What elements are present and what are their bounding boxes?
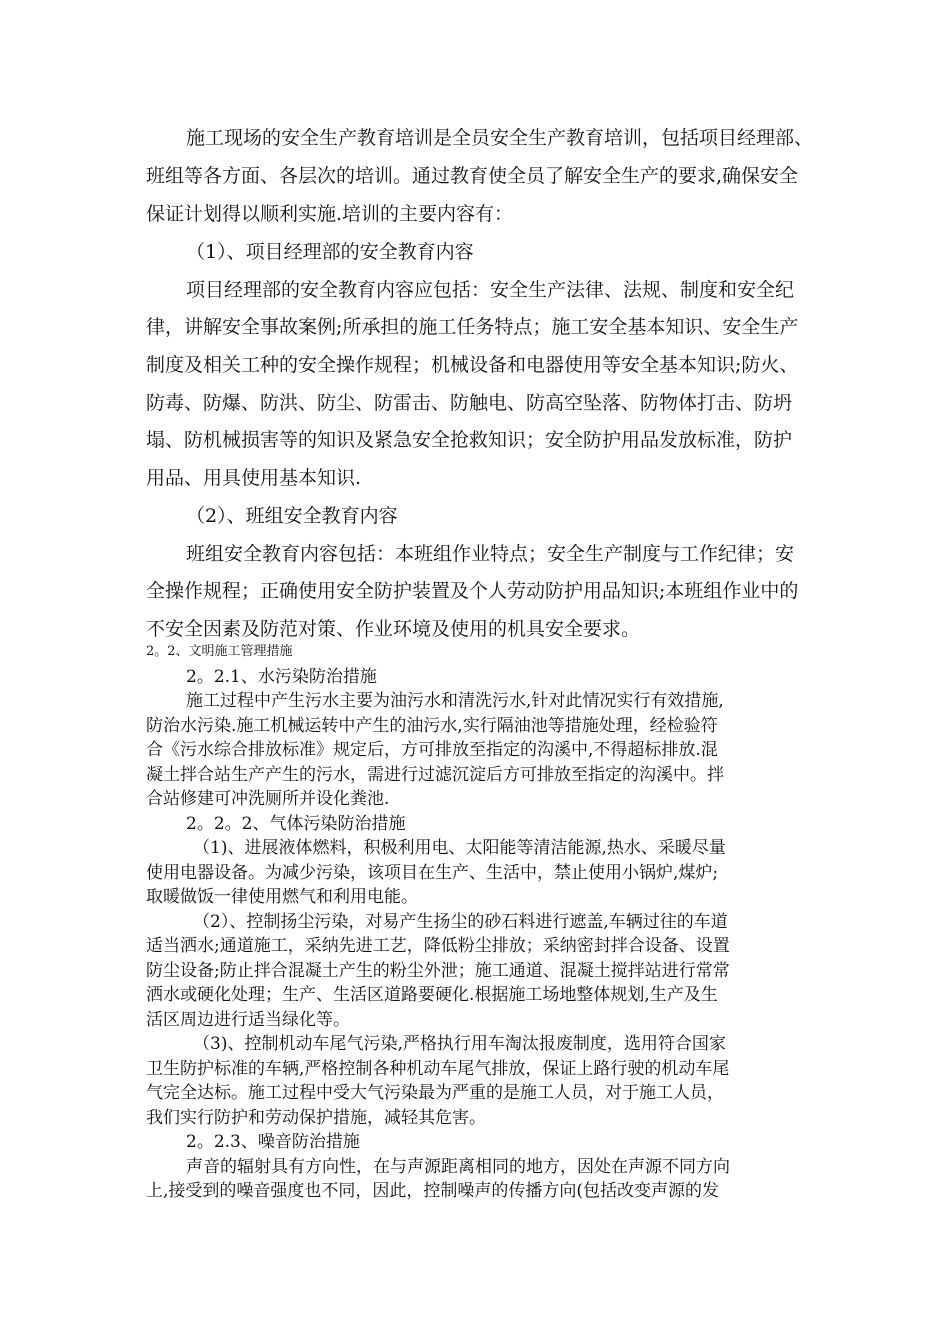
text-line: 气完全达标。施工过程中受大气污染最为严重的是施工人员，对于施工人员， xyxy=(146,1083,724,1103)
section-heading: （2）、班组安全教育内容 xyxy=(186,505,398,527)
text-line: 塌、防机械损害等的知识及紧急安全抢救知识；安全防护用品发放标准，防护 xyxy=(146,429,793,451)
text-line: （3)、控制机动车尾气污染,严格执行用车淘汰报废制度，选用符合国家 xyxy=(193,1034,726,1054)
text-line: 施工过程中产生污水主要为油污水和清洗污水,针对此情况实行有效措施, xyxy=(186,691,724,711)
text-line: 取暖做饭一律使用燃气和利用电能。 xyxy=(146,887,418,907)
text-line: 全操作规程；正确使用安全防护装置及个人劳动防护用品知识;本班组作业中的 xyxy=(146,580,799,602)
section-heading: 2。2、文明施工管理措施 xyxy=(146,644,293,659)
text-line: 用品、用具使用基本知识. xyxy=(146,467,362,489)
text-line: 凝土拌合站生产产生的污水，需进行过滤沉淀后方可排放至指定的沟溪中。拌 xyxy=(146,765,724,785)
text-line: 活区周边进行适当绿化等。 xyxy=(146,1010,350,1030)
text-line: 不安全因素及防范对策、作业环境及使用的机具安全要求。 xyxy=(146,618,641,640)
text-line: 合《污水综合排放标准》规定后，方可排放至指定的沟溪中,不得超标排放.混 xyxy=(146,740,718,760)
text-line: 制度及相关工种的安全操作规程；机械设备和电器使用等安全基本知识;防火、 xyxy=(146,354,799,376)
text-line: 合站修建可冲洗厕所并设化粪池. xyxy=(146,789,390,809)
text-line: 项目经理部的安全教育内容应包括：安全生产法律、法规、制度和安全纪 xyxy=(186,279,795,301)
text-line: 适当洒水;通道施工，采纳先进工艺，降低粉尘排放；采纳密封拌合设备、设置 xyxy=(146,936,730,956)
text-line: 班组安全教育内容包括：本班组作业特点；安全生产制度与工作纪律；安 xyxy=(186,543,795,565)
text-line: 保证计划得以顺利实施.培训的主要内容有： xyxy=(146,203,514,225)
text-line: 卫生防护标准的车辆,严格控制各种机动车尾气排放，保证上路行驶的机动车尾 xyxy=(146,1059,730,1079)
subsection-heading: 2。2.1、水污染防治措施 xyxy=(186,667,377,687)
text-line: 律，讲解安全事故案例;所承担的施工任务特点；施工安全基本知识、安全生产 xyxy=(146,316,799,338)
text-line: 防尘设备;防止拌合混凝土产生的粉尘外泄；施工通道、混凝土搅拌站进行常常 xyxy=(146,961,730,981)
text-line: 上,接受到的噪音强度也不同，因此，控制噪声的传播方向(包括改变声源的发 xyxy=(146,1181,720,1201)
text-line: 我们实行防护和劳动保护措施，减轻其危害。 xyxy=(146,1108,486,1128)
text-line: （1)、进展液体燃料，积极利用电、太阳能等清洁能源,热水、采暖尽量 xyxy=(193,838,726,858)
text-line: 防治水污染.施工机械运转中产生的油污水,实行隔油池等措施处理，经检验符 xyxy=(146,716,718,736)
text-line: 使用电器设备。为减少污染，该项目在生产、生活中，禁止使用小锅炉,煤炉; xyxy=(146,863,719,883)
text-line: 施工现场的安全生产教育培训是全员安全生产教育培训，包括项目经理部、 xyxy=(186,127,814,149)
section-heading: （1）、项目经理部的安全教育内容 xyxy=(186,241,474,263)
subsection-heading: 2。2。2、气体污染防治措施 xyxy=(186,814,406,834)
subsection-heading: 2。2.3、噪音防治措施 xyxy=(186,1132,360,1152)
text-line: 声音的辐射具有方向性，在与声源距离相同的地方，因处在声源不同方向 xyxy=(186,1157,730,1177)
text-line: 防毒、防爆、防洪、防尘、防雷击、防触电、防高空坠落、防物体打击、防坍 xyxy=(146,392,793,414)
text-line: 班组等各方面、各层次的培训。通过教育使全员了解安全生产的要求,确保安全 xyxy=(146,165,799,187)
text-line: （2）、控制扬尘污染，对易产生扬尘的砂石料进行遮盖,车辆过往的车道 xyxy=(193,912,728,932)
text-line: 洒水或硬化处理；生产、生活区道路要硬化.根据施工场地整体规划,生产及生 xyxy=(146,985,718,1005)
